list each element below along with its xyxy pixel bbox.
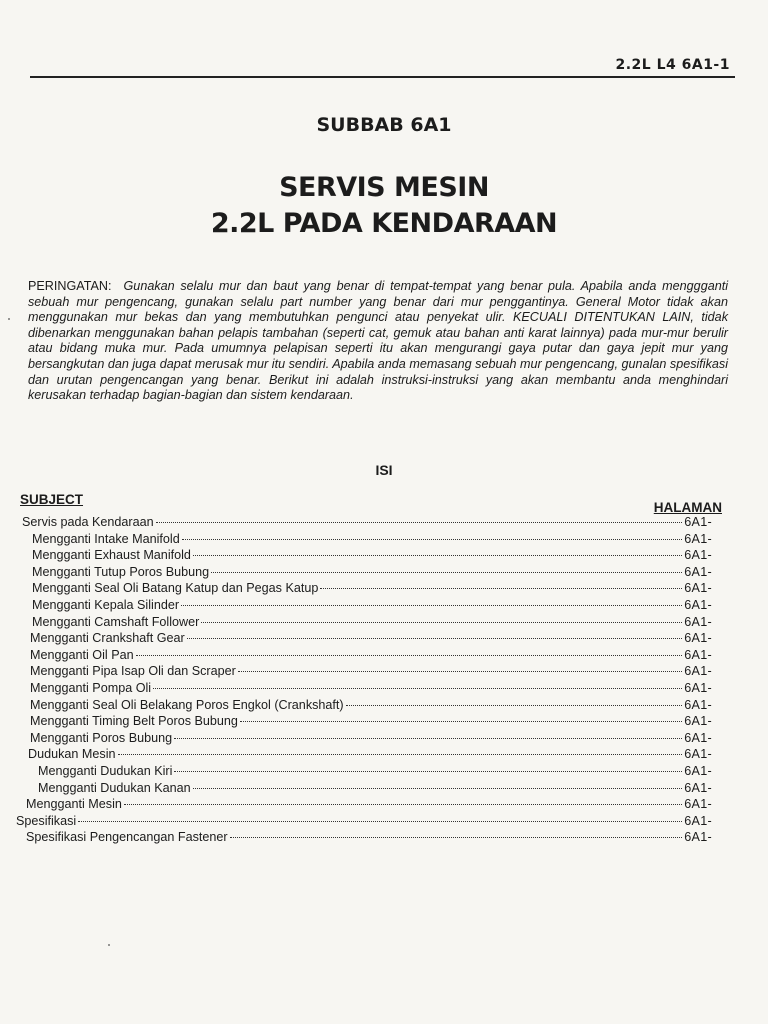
toc-entry[interactable] [22,515,712,531]
toc-leader-dots [124,804,682,805]
section-page-code: 2.2L L4 6A1-1 [615,57,730,73]
toc-entry-label: Mengganti Timing Belt Poros Bubung [30,714,238,729]
toc-entry-page: 6A1- [684,548,712,563]
toc-entry[interactable] [30,681,712,697]
toc-entry[interactable] [30,714,712,730]
toc-entry-page: 6A1- [684,681,712,695]
toc-entry-label: Spesifikasi [16,813,77,828]
toc-entry-label: Dudukan Mesin [28,747,116,762]
toc-entry-page: 6A1- [684,614,712,629]
toc-entry-page: 6A1- [684,797,712,812]
toc-leader-dots [182,539,682,540]
toc-entry-label: Mengganti Crankshaft Gear [30,631,185,646]
toc-leader-dots [156,522,683,523]
toc-entry-label: Mengganti Pompa Oli [30,681,152,695]
scan-speck [8,318,10,320]
toc-entry-page: 6A1- [684,581,712,596]
toc-entry[interactable] [38,781,712,797]
toc-leader-dots [201,622,682,623]
toc-entry-label: Mengganti Oil Pan [30,647,134,662]
document-title-line-1: SERVIS MESIN [279,172,489,203]
toc-entry-page: 6A1- [684,730,712,745]
toc-entry-page: 6A1- [684,564,712,579]
document-title-line-2: 2.2L PADA KENDARAAN [210,208,558,239]
toc-leader-dots [193,788,683,789]
toc-entry-label: Mengganti Dudukan Kanan [38,780,191,795]
toc-leader-dots [193,555,682,556]
toc-leader-dots [78,821,682,822]
toc-entry-label: Mengganti Pipa Isap Oli dan Scraper [30,664,236,679]
toc-entry-page: 6A1- [684,631,712,646]
toc-leader-dots [211,572,682,573]
toc-entry-label: Servis pada Kendaraan [22,515,154,529]
toc-leader-dots [320,588,682,589]
toc-leader-dots [181,605,682,606]
toc-entry-label: Mengganti Exhaust Manifold [32,548,191,563]
toc-entry[interactable] [28,747,712,763]
toc-entry-label: Mengganti Mesin [26,797,122,812]
toc-entry-page: 6A1- [684,697,712,712]
subsection-title: SUBBAB 6A1 [316,114,452,136]
scan-speck [108,944,110,946]
toc-entry[interactable] [32,598,712,614]
toc-entry-page: 6A1- [684,747,712,762]
toc-entry-label: Mengganti Seal Oli Batang Katup dan Pegas Katup [32,581,319,596]
toc-leader-dots [238,671,682,672]
toc-entry-page: 6A1- [684,515,712,529]
toc-entry-page: 6A1- [684,780,712,795]
toc-entry[interactable] [32,615,712,631]
toc-entry-label: Mengganti Camshaft Follower [32,614,200,629]
toc-entry-label: Mengganti Tutup Poros Bubung [32,564,210,579]
toc-entry[interactable] [32,581,712,597]
toc-entry[interactable] [26,797,712,813]
toc-entry-page: 6A1- [684,714,712,729]
toc-entry-page: 6A1- [684,664,712,679]
toc-entry-page: 6A1- [684,764,712,778]
toc-entry-label: Mengganti Seal Oli Belakang Poros Engkol (Crankshaft) [30,697,344,712]
warning-label: PERINGATAN: [28,279,112,293]
toc-leader-dots [153,688,682,689]
toc-leader-dots [230,837,683,838]
toc-entry-page: 6A1- [684,598,712,612]
toc-entry-page: 6A1- [684,647,712,662]
toc-leader-dots [118,754,683,755]
toc-entry-label: Mengganti Poros Bubung [30,730,173,745]
toc-entry-label: Mengganti Dudukan Kiri [38,764,173,778]
toc-entry-page: 6A1- [684,813,712,828]
toc-entry[interactable] [30,698,712,714]
toc-entry[interactable] [30,648,712,664]
toc-entry-label: Spesifikasi Pengencangan Fastener [26,830,228,845]
toc-subject-header: SUBJECT [20,492,84,507]
header-rule [30,76,735,78]
toc-entry-label: Mengganti Kepala Silinder [32,598,180,612]
warning-paragraph [28,279,728,404]
toc-entry[interactable] [38,764,712,780]
toc-entry-page: 6A1- [684,830,712,845]
toc-leader-dots [240,721,682,722]
toc-leader-dots [187,638,682,639]
toc-entry[interactable] [32,532,712,548]
toc-entry[interactable] [26,830,712,846]
toc-heading: ISI [375,462,393,478]
toc-entry[interactable] [30,631,712,647]
toc-page-header: HALAMAN [653,500,722,515]
toc-entry[interactable] [30,664,712,680]
toc-leader-dots [346,705,683,706]
toc-entry-page: 6A1- [684,531,712,546]
toc-leader-dots [174,771,682,772]
toc-entry[interactable] [32,548,712,564]
toc-leader-dots [136,655,683,656]
warning-text: Gunakan selalu mur dan baut yang benar di tempat-tempat yang benar pula. Apabila anda menggganti sebuah mur pengencang, gunakan selalu part number yang benar dari mur penggantinya. General Motor tidak akan menggunakan mur bekas dan yang membutuhkan pengunci atau penyekat ulir. KECUALI DITENTUKAN LAIN, tidak dibenarkan menggunakan bahan pelapis tambahan (seperti cat, gemuk atau bahan anti karat lainnya) pada mur-mur berulir atau bidang muka mur. Pada umumnya pelapisan seperti itu akan mengurangi gaya putar dan gaya jepit mur yang bersangkutan dan juga dapat merusak mur itu sendiri. Apabila anda memasang sebuah mur pengencang, gunalan spesifikasi dan urutan pengencangan yang benar. Berikut ini adalah instruksi-instruksi yang akan membantu anda menghindari kerusakan terhadap bagian-bagian dan sistem kendaraan. [28,279,728,403]
toc-entry-label: Mengganti Intake Manifold [32,531,180,546]
toc-entry[interactable] [32,565,712,581]
toc-leader-dots [174,738,682,739]
toc-entry[interactable] [30,731,712,747]
toc-entry[interactable] [16,814,712,830]
